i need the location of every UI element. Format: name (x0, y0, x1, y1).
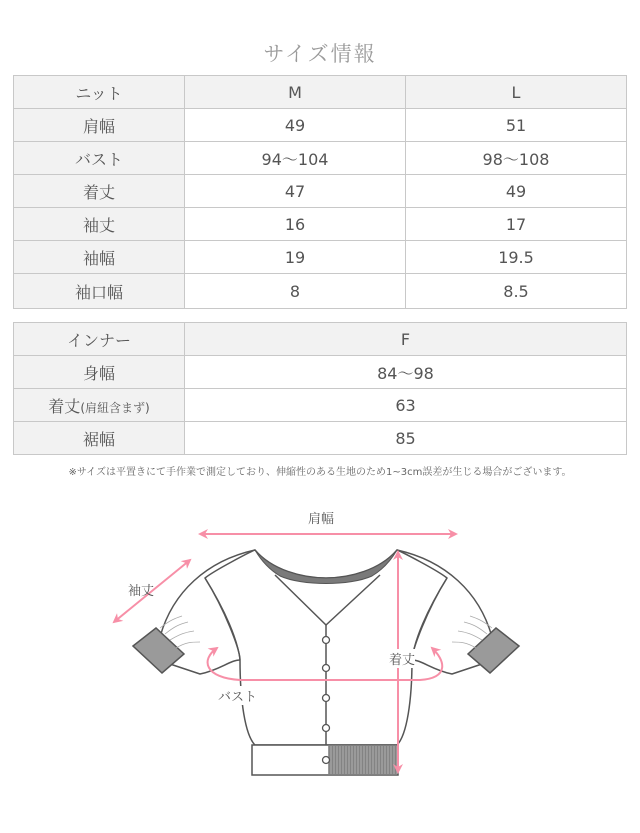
cell-m: 19 (185, 241, 406, 274)
inner-size-table (13, 322, 627, 455)
table-row (14, 422, 627, 455)
bust-label: バスト (218, 686, 257, 705)
row-label-text: 身幅 (82, 363, 115, 383)
cell-m: 49 (185, 109, 406, 142)
header-cell-item: ニット (14, 76, 185, 109)
row-label-text: 裾幅 (82, 429, 115, 449)
shoulder-width-label: 肩幅 (308, 512, 335, 527)
table-row (14, 356, 627, 389)
row-label: バスト (14, 142, 185, 175)
row-label (14, 356, 185, 389)
row-label: 肩幅 (14, 109, 185, 142)
row-label (14, 389, 185, 422)
table-row (14, 175, 627, 208)
row-label: 袖丈 (14, 208, 185, 241)
row-label (14, 422, 185, 455)
cell-l: 51 (406, 109, 627, 142)
row-label: 袖口幅 (14, 274, 185, 309)
cell-m: 94～104 (185, 142, 406, 175)
cell-l: 98～108 (406, 142, 627, 175)
table-row (14, 389, 627, 422)
row-label: 袖幅 (14, 241, 185, 274)
header-cell-item: インナー (14, 323, 185, 356)
cell-f: 63 (185, 389, 627, 422)
cell-m: 16 (185, 208, 406, 241)
table-header-row (14, 76, 627, 109)
garment-measurement-diagram (100, 500, 540, 790)
sleeve-length-label: 袖丈 (128, 584, 155, 599)
table-row (14, 109, 627, 142)
measurement-note: ※サイズは平置きにて手作業で測定しており、伸縮性のある生地のため1~3cm誤差が生じる場合がございます。 (68, 467, 572, 478)
page-title: サイズ情報 (263, 42, 377, 66)
table-row (14, 208, 627, 241)
length-label: 着丈 (389, 649, 415, 668)
cell-l: 19.5 (406, 241, 627, 274)
row-label-note: (肩紐含まず) (80, 400, 150, 415)
row-label: 着丈 (14, 175, 185, 208)
table-row (14, 274, 627, 309)
cell-l: 17 (406, 208, 627, 241)
cell-f: 84～98 (185, 356, 627, 389)
cell-m: 47 (185, 175, 406, 208)
knit-size-table (13, 75, 627, 309)
row-label-text: 着丈 (48, 396, 81, 416)
cell-m: 8 (185, 274, 406, 309)
header-cell-f: F (185, 323, 627, 356)
cardigan-illustration-icon (100, 500, 540, 790)
cell-l: 49 (406, 175, 627, 208)
cell-f: 85 (185, 422, 627, 455)
header-cell-m: M (185, 76, 406, 109)
table-row (14, 241, 627, 274)
table-row (14, 142, 627, 175)
table-header-row (14, 323, 627, 356)
header-cell-l: L (406, 76, 627, 109)
cell-l: 8.5 (406, 274, 627, 309)
